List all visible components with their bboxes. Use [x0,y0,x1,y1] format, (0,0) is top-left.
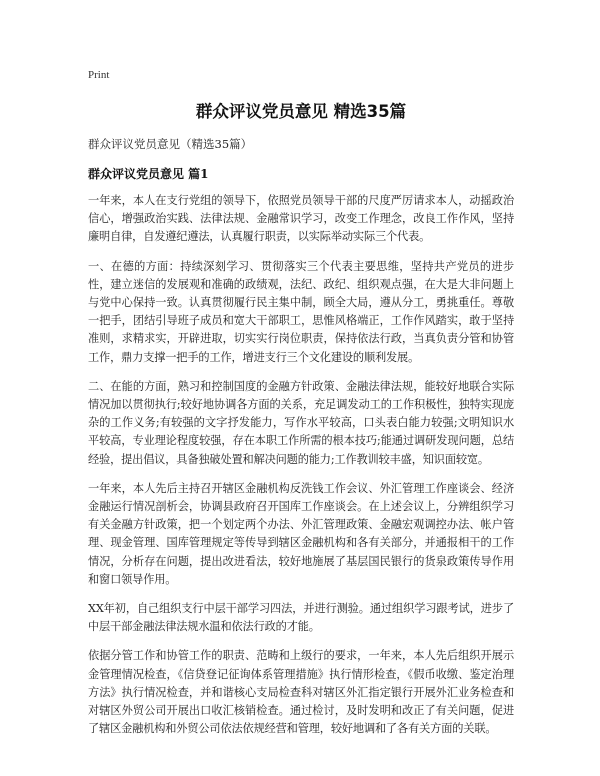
document-page [88,68,514,749]
paragraph-ability: 二、在能的方面，熟习和控制国度的金融方针政策、金融法律法规，能较好地联合实际情况加以贯彻执行;较好地协调各方面的关系，充足调发动工的工作积极性，独特实现庞杂的工作义务;有较强的文字抒发能力，写作水平较高，口头表白能力较强;文明知识水平较高，专业理论程度较强，存在本职工作所需的根本技巧;能通过调研发现问题，总结经验，提出倡议，具备独破处置和解决问题的能力;工作教训较丰盛，知识面较宽。 [88,379,514,466]
document-subtitle: 群众评议党员意见（精选35篇） [88,137,253,151]
paragraph-morality: 一、在德的方面：持续深刻学习、贯彻落实三个代表主要思维，坚持共产党员的进步性，建立迷信的发展观和准确的政绩观，法纪、政纪、组织观点强，在大是大非问题上与党中心保持一致。认真贯彻履行民主集中制，顾全大局，遵从分工，勇挑重任。尊敬一把手，团结引导班子成员和宽大干部职工，思惟风格端正，工作作风踏实，敢于坚持准则，求精求实，开辟进取，切实实行岗位职责，保持依法行政，当真负责分管和协管工作，鼎力支撑一把手的工作，增进支行三个文化建设的顺利发展。 [88,259,514,364]
paragraph-meetings: 一年来，本人先后主持召开辖区金融机构反洗钱工作会议、外汇管理工作座谈会、经济金融运行情况剖析会，协调县政府召开国库工作座谈会。在上述会议上，分辨组织学习有关金融方针政策，把一个划定两个办法、外汇管理政策、金融宏观调控办法、帐户管理、现金管理、国库管理规定等传导到辖区金融机构和各有关部分，并通报相干的工作情况，分析存在问题，提出改进看法，较好地施展了基层国民银行的货泉政策传导作用和窗口领导作用。 [88,481,514,586]
paragraph-study: XX年初，自己组织支行中层干部学习四法，并进行测验。通过组织学习跟考试，进步了中层干部金融法律法规水温和依法行政的才能。 [88,602,514,634]
section-heading: 群众评议党员意见 篇1 [88,167,209,181]
paragraph-inspection: 依据分管工作和协管工作的职责、范畴和上级行的要求，一年来，本人先后组织开展示金管理情况检查，《信贷登记征询体系管理措施》执行情形检查，《假币收缴、鉴定治理方法》执行情况检查，并和谐核心支局检查科对辖区外汇指定银行开展外汇业务检查和对辖区外贸公司开展出口收汇核销检查。通过检讨，及时发明和改正了有关问题，促进了辖区金融机构和外贸公司依法依规经营和管理，较好地调和了各有关方面的关联。 [88,649,514,736]
paragraph-intro: 一年来，本人在支行党组的领导下，依照党员领导干部的尺度严厉请求本人，动摇政治信心，增强政治实践、法律法规、金融常识学习，改变工作理念，改良工作作风，坚持廉明自律，自发遵纪遵法，认真履行职责，以实际举动实际三个代表。 [88,194,514,244]
page-title: 群众评议党员意见 精选35篇 [195,102,407,121]
print-label: Print [88,69,110,81]
